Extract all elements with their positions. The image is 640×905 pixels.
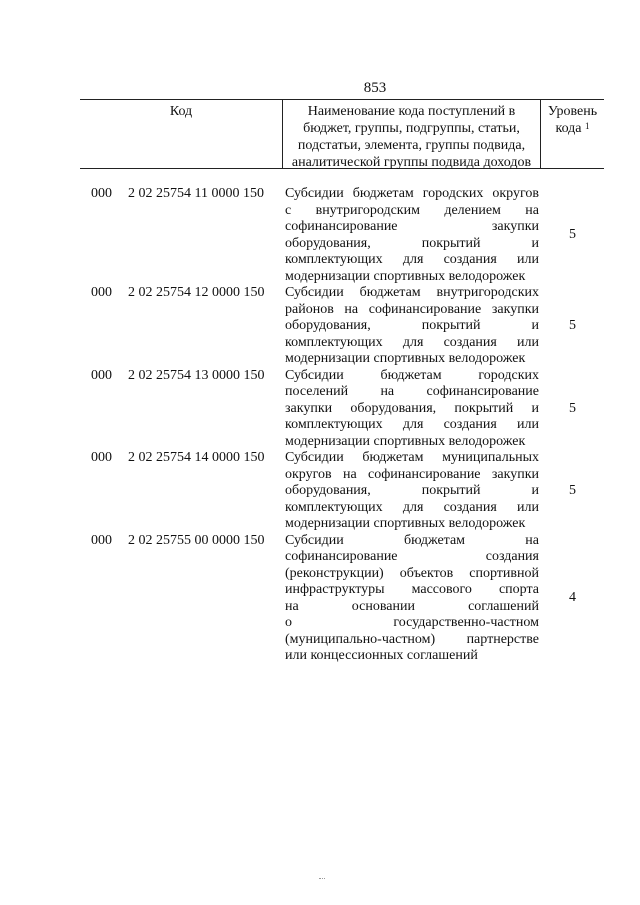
header-name-line: бюджет, группы, подгруппы, статьи,	[303, 121, 520, 136]
row-level: 5	[569, 400, 576, 416]
row-name-line: с внутригородским делением на	[285, 202, 539, 218]
row-code: 2 02 25754 13 0000 150	[128, 367, 265, 383]
row-name-line: инфраструктуры массового спорта	[285, 582, 539, 597]
row-name-line: комплектующих для создания или	[285, 417, 539, 432]
table-row	[80, 186, 604, 285]
table-row	[80, 450, 604, 533]
row-name-line: (муниципально-частном) партнерстве	[285, 631, 539, 647]
row-name-line: софинансирование создания	[285, 549, 539, 564]
row-code: 2 02 25754 14 0000 150	[128, 450, 265, 465]
row-name	[283, 368, 541, 451]
row-name-line: комплектующих для создания или	[285, 334, 539, 350]
header-level-line1: Уровень	[547, 104, 598, 119]
row-code-prefix: 000	[91, 186, 112, 201]
row-name-line: Субсидии бюджетам муниципальных	[285, 450, 539, 465]
header-code: Код	[80, 100, 283, 168]
page-number: 853	[363, 80, 387, 96]
table-row	[80, 285, 604, 368]
row-name	[283, 533, 541, 665]
row-name-line: Субсидии бюджетам внутригородских	[285, 285, 539, 300]
row-level: 5	[569, 318, 576, 333]
row-name-line: модернизации спортивных велодорожек	[285, 516, 526, 531]
row-level: 4	[569, 590, 576, 606]
header-level-kod: кода	[555, 121, 582, 136]
row-code-prefix: 000	[91, 532, 112, 548]
table-row	[80, 368, 604, 451]
row-name	[283, 285, 541, 368]
row-name-line: оборудования, покрытий и	[285, 235, 539, 251]
row-name-line: (реконструкции) объектов спортивной	[285, 565, 539, 581]
row-code: 2 02 25755 00 0000 150	[128, 532, 265, 548]
table-body	[80, 186, 604, 665]
header-name	[283, 100, 541, 168]
scan-mark	[319, 878, 325, 881]
row-code-prefix: 000	[91, 285, 112, 300]
row-name-line: закупки оборудования, покрытий и	[285, 400, 539, 416]
row-name-line: на основании соглашений	[285, 598, 539, 614]
header-level-line2	[541, 120, 604, 137]
row-name-line: оборудования, покрытий и	[285, 483, 539, 498]
row-code: 2 02 25754 11 0000 150	[128, 186, 264, 201]
row-name-line: или концессионных соглашений	[285, 648, 478, 663]
table-row	[80, 533, 604, 665]
row-name-line: оборудования, покрытий и	[285, 318, 539, 333]
row-level: 5	[569, 227, 576, 243]
row-name-line: модернизации спортивных велодорожек	[285, 351, 526, 366]
header-name-line: аналитической группы подвида доходов	[291, 155, 532, 170]
row-name-line: районов на софинансирование закупки	[285, 301, 539, 317]
row-name	[283, 450, 541, 533]
row-name-line: софинансирование закупки	[285, 219, 539, 234]
row-name-line: модернизации спортивных велодорожек	[285, 433, 526, 449]
row-name	[283, 186, 541, 285]
row-name-line: Субсидии бюджетам городских	[285, 367, 539, 383]
row-code-prefix: 000	[91, 367, 112, 383]
row-name-line: округов на софинансирование закупки	[285, 466, 539, 482]
row-name-line: о государственно-частном	[285, 615, 539, 630]
row-level: 5	[569, 483, 576, 498]
row-name-line: Субсидии бюджетам городских округов	[285, 186, 539, 201]
table-header	[80, 99, 604, 169]
row-name-line: модернизации спортивных велодорожек	[285, 268, 526, 284]
header-level-footnote: 1	[585, 121, 590, 131]
header-name-line: подстатьи, элемента, группы подвида,	[297, 138, 526, 153]
header-name-line: Наименование кода поступлений в	[307, 104, 516, 119]
row-name-line: комплектующих для создания или	[285, 252, 539, 267]
row-code-prefix: 000	[91, 450, 112, 465]
row-code: 2 02 25754 12 0000 150	[128, 285, 265, 300]
header-level	[541, 100, 604, 168]
row-name-line: поселений на софинансирование	[285, 384, 539, 399]
row-name-line: Субсидии бюджетам на	[285, 532, 539, 548]
row-name-line: комплектующих для создания или	[285, 499, 539, 515]
